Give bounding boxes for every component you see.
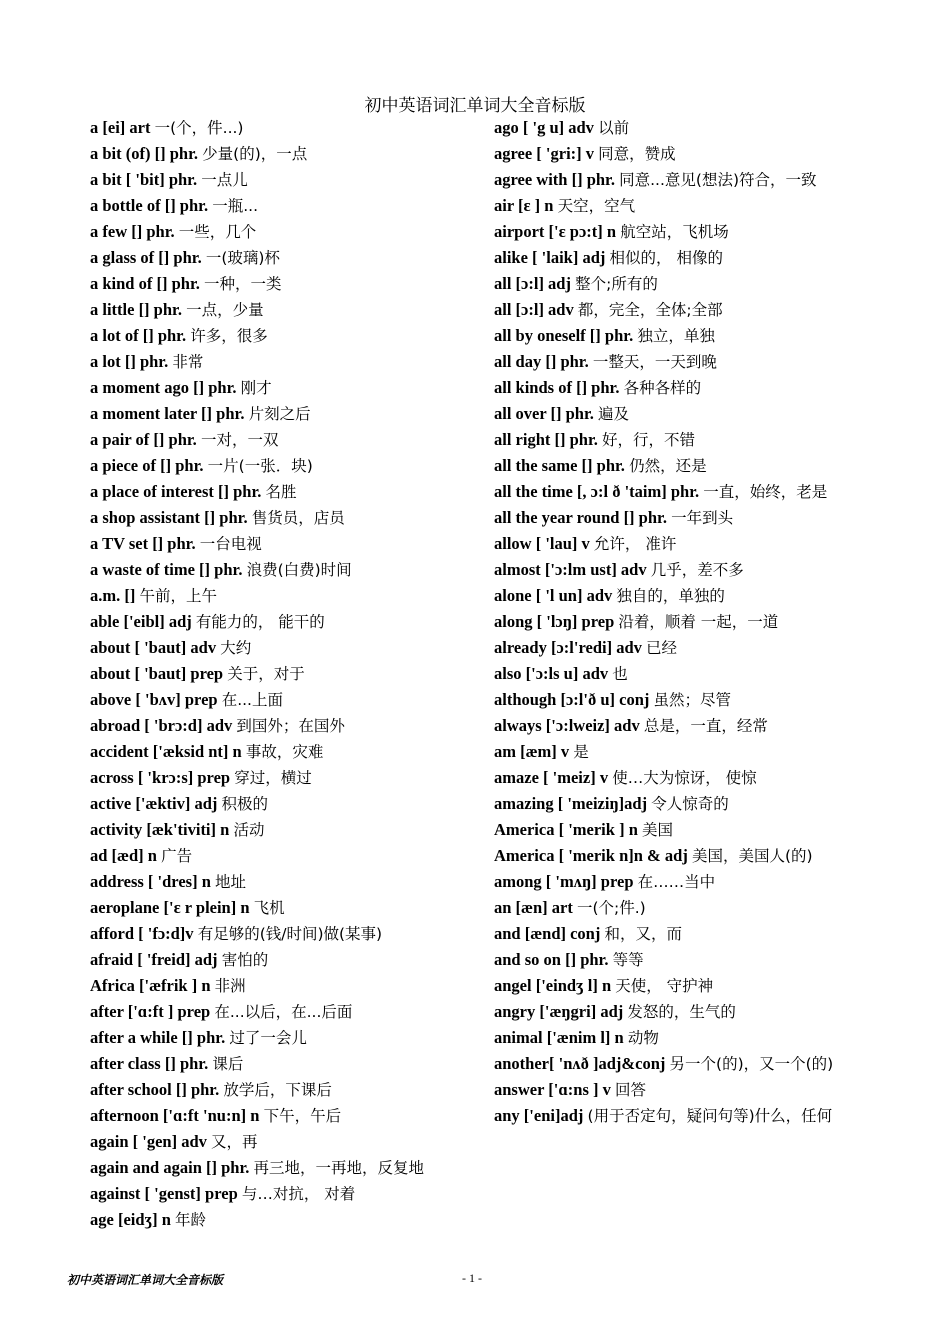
entry-headword: about [ 'baut] adv [90,638,217,657]
vocab-entry [90,375,475,401]
vocab-entry [494,973,879,999]
vocab-entry [90,115,475,141]
vocab-entry [494,1077,879,1103]
entry-definition: 沿着，顺着 一起，一道 [618,613,779,631]
entry-headword: a bottle of [] phr. [90,196,209,215]
vocab-entry [90,219,475,245]
entry-headword: accident ['æksid nt] n [90,742,242,761]
vocab-entry [494,219,879,245]
entry-headword: abroad [ 'brɔ:d] adv [90,716,233,735]
entry-definition: 和，又，而 [604,925,682,943]
vocab-entry [90,245,475,271]
vocab-entry [90,947,475,973]
vocab-entry [494,453,879,479]
entry-headword: a little [] phr. [90,300,182,319]
entry-definition: 又，再 [211,1133,258,1151]
entry-definition: 一(个，件...) [154,119,244,137]
entry-headword: afford [ 'fɔ:d]v [90,924,194,943]
entry-headword: airport ['ɛ pɔ:t] n [494,222,617,241]
entry-definition: 美国，美国人(的) [691,847,813,865]
entry-headword: although [ɔ:l'ð u] conj [494,690,650,709]
vocab-entry [494,479,879,505]
entry-headword: a waste of time [] phr. [90,560,243,579]
entry-headword: about [ 'baut] prep [90,664,224,683]
entry-headword: all [ɔ:l] adj [494,274,571,293]
entry-headword: afraid [ 'freid] adj [90,950,218,969]
vocab-entry [494,427,879,453]
entry-definition: 独自的，单独的 [616,587,725,605]
entry-headword: all the year round [] phr. [494,508,667,527]
vocab-entry [494,713,879,739]
page-number: - 1 - [462,1271,482,1285]
entry-headword: and [ænd] conj [494,924,601,943]
entry-definition: 一种，一类 [204,275,282,293]
entry-headword: address [ 'dres] n [90,872,211,891]
entry-definition: 一直，始终，老是 [703,483,828,501]
entry-definition: 遍及 [598,405,630,423]
vocab-entry [90,193,475,219]
vocab-entry [90,1155,475,1181]
vocab-entry [494,843,879,869]
vocab-entry [90,999,475,1025]
vocab-entry [90,583,475,609]
entry-definition: 好，行，不错 [602,431,696,449]
vocab-entry [494,869,879,895]
entry-headword: another[ 'nʌð ]adj&conj [494,1054,666,1073]
entry-definition: 以前 [598,119,630,137]
entry-headword: able ['eibl] adj [90,612,192,631]
entry-definition: 使…大为惊讶， 使惊 [612,769,757,787]
entry-headword: all right [] phr. [494,430,598,449]
vocab-entry [90,791,475,817]
right-column [494,115,879,1129]
entry-definition: 仍然，还是 [629,457,707,475]
entry-definition: 到国外；在国外 [236,717,345,735]
entry-definition: 在...上面 [221,691,283,709]
entry-headword: after ['ɑ:ft ] prep [90,1002,211,1021]
entry-definition: 回答 [615,1081,647,1099]
vocab-entry [494,245,879,271]
entry-headword: always ['ɔ:lweiz] adv [494,716,640,735]
entry-definition: 各种各样的 [623,379,702,397]
vocab-entry [494,999,879,1025]
entry-headword: a.m. [] [90,586,136,605]
entry-definition: 有能力的， 能干的 [195,613,325,631]
vocab-entry [90,1181,475,1207]
vocab-entry [494,167,879,193]
vocab-entry [90,921,475,947]
entry-definition: 天使， 守护神 [615,977,714,995]
entry-headword: above [ 'bʌv] prep [90,690,218,709]
entry-definition: 在...以后，在...后面 [214,1003,353,1021]
vocab-entry [90,167,475,193]
vocab-entry [494,375,879,401]
entry-definition: 片刻之后 [248,405,311,423]
entry-definition: 浪费(白费)时间 [246,561,352,579]
entry-definition: 非洲 [214,977,246,995]
entry-definition: 非常 [172,353,204,371]
entry-headword: air [ɛ ] n [494,196,554,215]
entry-definition: 一片(一张．块) [207,457,313,475]
entry-definition: 穿过，横过 [234,769,312,787]
vocab-entry [494,115,879,141]
entry-headword: any ['eni]adj [494,1106,584,1125]
entry-definition: 同意，赞成 [598,145,676,163]
vocab-entry [494,895,879,921]
entry-definition: 午前，上午 [139,587,217,605]
entry-headword: America [ 'merik ] n [494,820,638,839]
entry-headword: alone [ 'l un] adv [494,586,613,605]
vocab-entry [90,557,475,583]
entry-headword: a [ei] art [90,118,151,137]
entry-headword: afternoon ['ɑ:ft 'nu:n] n [90,1106,260,1125]
vocab-entry [494,141,879,167]
entry-definition: 在……当中 [637,873,716,891]
vocab-entry [90,479,475,505]
entry-definition: 几乎，差不多 [650,561,744,579]
vocab-entry [90,817,475,843]
entry-headword: am [æm] v [494,742,570,761]
vocab-entry [494,297,879,323]
entry-definition: 大约 [220,639,252,657]
entry-headword: again [ 'gen] adv [90,1132,207,1151]
vocab-entry [494,947,879,973]
entry-definition: 总是，一直，经常 [643,717,768,735]
entry-headword: agree with [] phr. [494,170,615,189]
entry-headword: ago [ 'g u] adv [494,118,594,137]
entry-headword: Africa ['æfrik ] n [90,976,211,995]
entry-headword: again and again [] phr. [90,1158,250,1177]
entry-definition: 已经 [646,639,678,657]
entry-headword: answer ['ɑ:ns ] v [494,1080,611,1099]
entry-headword: a shop assistant [] phr. [90,508,248,527]
entry-definition: 等等 [612,951,644,969]
entry-headword: America [ 'merik n]n & adj [494,846,688,865]
vocab-entry [494,349,879,375]
vocab-entry [494,1103,879,1129]
vocab-entry [90,973,475,999]
entry-definition: 刚才 [240,379,272,397]
vocab-entry [494,401,879,427]
entry-definition: 独立，单独 [637,327,715,345]
vocab-entry [90,1207,475,1233]
entry-headword: activity [æk'tiviti] n [90,820,230,839]
entry-headword: aeroplane ['ɛ r plein] n [90,898,250,917]
vocab-entry [494,791,879,817]
entry-headword: a few [] phr. [90,222,175,241]
entry-definition: 下午，午后 [263,1107,342,1125]
entry-definition: 过了一会儿 [229,1029,307,1047]
entry-headword: also ['ɔ:ls u] adv [494,664,609,683]
entry-headword: a glass of [] phr. [90,248,202,267]
entry-headword: along [ 'lɔŋ] prep [494,612,615,631]
entry-headword: a kind of [] phr. [90,274,200,293]
vocab-entry [494,635,879,661]
entry-headword: among [ 'mʌŋ] prep [494,872,634,891]
entry-definition: 发怒的，生气的 [627,1003,736,1021]
vocab-entry [90,739,475,765]
vocab-entry [90,713,475,739]
vocab-entry [90,1077,475,1103]
entry-definition: 令人惊奇的 [651,795,729,813]
entry-headword: allow [ 'lau] v [494,534,590,553]
entry-headword: across [ 'krɔ:s] prep [90,768,231,787]
vocab-entry [90,843,475,869]
entry-definition: 天空，空气 [557,197,636,215]
entry-definition: 关于，对于 [227,665,305,683]
entry-definition: 一(玻璃)杯 [205,249,280,267]
vocab-entry [494,921,879,947]
vocab-entry [90,661,475,687]
entry-definition: 一点儿 [201,171,248,189]
vocab-entry [494,1051,879,1077]
vocab-entry [494,271,879,297]
vocab-entry [90,271,475,297]
entry-headword: all kinds of [] phr. [494,378,620,397]
left-column [90,115,475,1233]
entry-headword: already [ɔ:l'redi] adv [494,638,642,657]
vocab-entry [494,1025,879,1051]
entry-definition: 都，完全，全体;全部 [577,301,723,319]
entry-definition: 一(个;件.) [576,899,646,917]
vocab-entry [494,583,879,609]
vocab-entry [494,817,879,843]
entry-headword: angry ['æŋgri] adj [494,1002,624,1021]
vocab-entry [494,557,879,583]
entry-headword: all the time [, ɔ:l ð 'taim] phr. [494,482,700,501]
entry-definition: 一些，几个 [178,223,257,241]
entry-headword: alike [ 'laik] adj [494,248,606,267]
vocab-entry [90,531,475,557]
vocab-entry [90,609,475,635]
entry-headword: all by oneself [] phr. [494,326,634,345]
entry-headword: all over [] phr. [494,404,594,423]
vocab-entry [90,635,475,661]
entry-definition: 放学后，下课后 [223,1081,332,1099]
vocab-entry [494,323,879,349]
entry-definition: 售货员，店员 [251,509,345,527]
vocab-entry [494,739,879,765]
vocab-entry [90,1051,475,1077]
entry-definition: 另一个(的)，又一个(的) [669,1055,834,1073]
entry-headword: all day [] phr. [494,352,589,371]
vocab-entry [90,401,475,427]
entry-definition: 允许， 准许 [593,535,677,553]
entry-headword: a place of interest [] phr. [90,482,262,501]
vocab-entry [90,349,475,375]
entry-definition: 同意...意见(想法)符合，一致 [619,171,817,189]
entry-headword: a piece of [] phr. [90,456,204,475]
vocab-entry [494,531,879,557]
vocab-entry [90,297,475,323]
vocab-entry [90,323,475,349]
entry-headword: after a while [] phr. [90,1028,226,1047]
entry-definition: 有足够的(钱/时间)做(某事) [197,925,383,943]
entry-definition: 飞机 [253,899,285,917]
entry-definition: 许多，很多 [190,327,268,345]
entry-definition: 一点，少量 [186,301,264,319]
entry-headword: all the same [] phr. [494,456,625,475]
entry-definition: 是 [573,743,589,761]
vocab-entry [494,765,879,791]
entry-definition: 一对，一双 [200,431,279,449]
entry-headword: agree [ 'gri:] v [494,144,595,163]
entry-headword: animal ['ænim l] n [494,1028,624,1047]
vocab-entry [90,765,475,791]
vocab-entry [90,869,475,895]
entry-definition: 动物 [627,1029,659,1047]
entry-headword: a moment ago [] phr. [90,378,237,397]
entry-definition: 名胜 [265,483,297,501]
entry-headword: a pair of [] phr. [90,430,197,449]
entry-definition: 少量(的)，一点 [202,145,308,163]
vocab-entry [90,895,475,921]
vocab-entry [90,141,475,167]
entry-headword: after class [] phr. [90,1054,209,1073]
entry-headword: and so on [] phr. [494,950,609,969]
entry-definition: 虽然；尽管 [653,691,732,709]
vocab-entry [90,505,475,531]
vocab-entry [494,687,879,713]
entry-definition: 一台电视 [199,535,262,553]
entry-headword: almost ['ɔ:lm ust] adv [494,560,647,579]
entry-definition: 课后 [212,1055,244,1073]
entry-headword: amaze [ 'meiz] v [494,768,609,787]
vocab-entry [494,505,879,531]
entry-headword: an [æn] art [494,898,573,917]
entry-headword: angel ['eindʒ l] n [494,976,612,995]
entry-definition: (用于否定句，疑问句等)什么，任何 [587,1107,833,1125]
entry-definition: 积极的 [221,795,269,813]
entry-headword: a lot of [] phr. [90,326,187,345]
entry-definition: 与…对抗， 对着 [241,1185,356,1203]
vocab-entry [90,427,475,453]
vocab-entry [90,453,475,479]
entry-definition: 一瓶... [212,197,259,215]
vocab-entry [90,1129,475,1155]
vocab-entry [494,193,879,219]
entry-headword: a lot [] phr. [90,352,169,371]
entry-definition: 广告 [161,847,193,865]
vocab-entry [90,687,475,713]
entry-headword: all [ɔ:l] adv [494,300,574,319]
entry-headword: a TV set [] phr. [90,534,196,553]
entry-headword: a moment later [] phr. [90,404,245,423]
entry-headword: a bit [ 'bit] phr. [90,170,198,189]
entry-headword: amazing [ 'meiziŋ]adj [494,794,648,813]
vocab-entry [90,1103,475,1129]
entry-definition: 地址 [215,873,247,891]
entry-definition: 相似的， 相像的 [609,249,723,267]
entry-definition: 一整天，一天到晚 [592,353,717,371]
entry-definition: 事故，灾难 [245,743,324,761]
vocab-entry [90,1025,475,1051]
entry-definition: 也 [612,665,628,683]
entry-headword: ad [æd] n [90,846,157,865]
entry-headword: age [eidʒ] n [90,1210,171,1229]
entry-headword: a bit (of) [] phr. [90,144,199,163]
vocab-entry [494,609,879,635]
vocab-entry [494,661,879,687]
entry-definition: 一年到头 [671,509,734,527]
entry-definition: 航空站，飞机场 [620,223,729,241]
entry-definition: 再三地，一再地，反复地 [253,1159,425,1177]
entry-definition: 整个;所有的 [575,275,658,293]
entry-definition: 害怕的 [221,951,269,969]
entry-definition: 活动 [233,821,265,839]
entry-definition: 年龄 [175,1211,207,1229]
page-title: 初中英语词汇单词大全音标版 [364,96,586,116]
entry-headword: after school [] phr. [90,1080,220,1099]
footer-title: 初中英语词汇单词大全音标版 [67,1273,224,1287]
entry-headword: active ['æktiv] adj [90,794,218,813]
entry-definition: 美国 [642,821,674,839]
entry-headword: against [ 'genst] prep [90,1184,238,1203]
